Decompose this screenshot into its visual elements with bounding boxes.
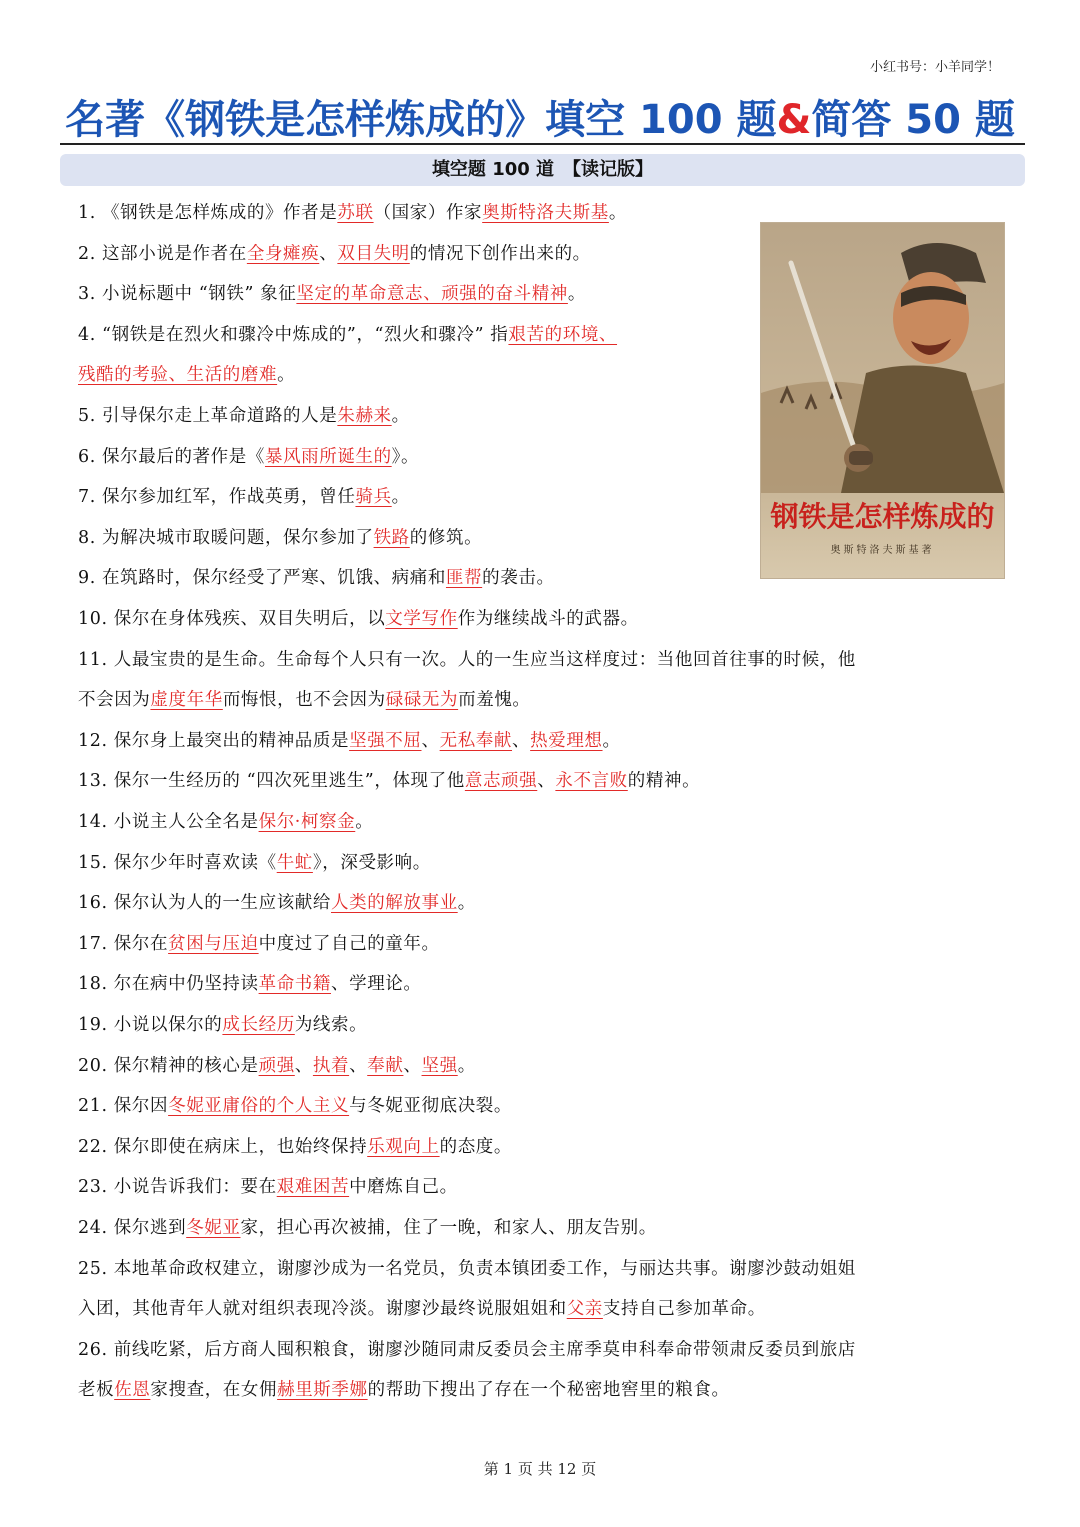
title-divider (60, 143, 1025, 145)
question-text: 入团，其他青年人就对组织表现冷淡。谢廖沙最终说服姐姐和 (78, 1299, 567, 1320)
question-text: 。 (567, 284, 586, 305)
question-line (78, 1370, 1008, 1411)
question-text: 16. 保尔认为人的一生应该献给 (78, 893, 331, 914)
question-text: 17. 保尔在 (78, 933, 169, 954)
question-text: 的精神。 (627, 771, 701, 792)
question-line (78, 883, 1008, 924)
question-line (78, 437, 748, 478)
answer-text: 冬妮亚庸俗的个人主义 (168, 1096, 350, 1117)
question-text: 家，担心再次被捕，住了一晚，和家人、朋友告别。 (240, 1218, 657, 1238)
question-text: 12. 保尔身上最突出的精神品质是 (78, 730, 350, 751)
question-line (78, 1005, 1008, 1046)
question-text: 。 (608, 203, 627, 223)
question-text: 的情况下创作出来的。 (409, 243, 591, 264)
question-text: 中度过了自己的童年。 (258, 933, 440, 954)
question-line (78, 193, 748, 234)
question-text: 20. 保尔精神的核心是 (78, 1055, 259, 1076)
question-text: 》，深受影响。 (312, 852, 431, 873)
question-text: 。 (355, 812, 374, 832)
answer-text: 保尔·柯察金 (258, 812, 356, 832)
question-text: 不会因为 (78, 690, 151, 711)
question-text: 。 (391, 487, 410, 508)
question-line (78, 924, 1008, 965)
question-line (78, 680, 1008, 721)
answer-text: 坚强不屈 (349, 730, 422, 751)
answer-text: 文学写作 (385, 609, 458, 629)
question-line (78, 761, 1008, 802)
section-header: 填空题 100 道 【读记版】 (60, 154, 1025, 186)
question-line (78, 274, 748, 315)
answer-text: 碌碌无为 (385, 690, 459, 711)
answer-text: 父亲 (566, 1299, 603, 1320)
question-line (78, 964, 1008, 1005)
question-line (78, 1167, 1008, 1208)
question-text: 26. 前线吃紧，后方商人囤积粮食，谢廖沙随同肃反委员会主席季莫申科奉命带领肃反委员到旅店 (78, 1339, 856, 1360)
question-text: （国家）作家 (373, 203, 483, 223)
question-line (78, 1208, 1008, 1249)
answer-text: 奥斯特洛夫斯基 (482, 203, 609, 223)
answer-text: 乐观向上 (367, 1136, 440, 1157)
question-text: 而羞愧。 (458, 690, 531, 711)
question-text: 老板 (78, 1380, 115, 1401)
question-text: 1. 《钢铁是怎样炼成的》作者是 (78, 203, 338, 223)
question-line (78, 1046, 1008, 1087)
question-text: 4. “钢铁是在烈火和骤冷中炼成的”，“烈火和骤冷” 指 (78, 324, 509, 345)
question-line (78, 802, 1008, 843)
question-line (78, 1330, 1008, 1371)
question-text: 24. 保尔逃到 (78, 1218, 187, 1238)
question-text: 。 (391, 406, 410, 426)
page-title (0, 88, 1080, 145)
page-number: 第 1 页 共 12 页 (483, 1460, 597, 1478)
question-line (78, 315, 748, 356)
answer-text: 暴风雨所诞生的 (264, 446, 392, 467)
answer-text: 铁路 (373, 527, 410, 548)
question-line (78, 558, 748, 599)
question-line (78, 477, 748, 518)
answer-text: 虚度年华 (150, 690, 223, 711)
question-text: 6. 保尔最后的著作是《 (78, 446, 265, 467)
account-note: 小红书号：小羊同学！ (869, 60, 1000, 75)
question-text: 、 (421, 730, 440, 751)
question-text: 的袭击。 (482, 568, 555, 589)
answer-text: 无私奉献 (439, 730, 513, 751)
title-part-2: 简答 50 题 (811, 97, 1015, 143)
answer-text: 艰苦的环境、 (508, 324, 618, 345)
question-line (78, 1127, 1008, 1168)
question-text: 作为继续战斗的武器。 (457, 609, 639, 629)
answer-text: 奉献 (367, 1055, 404, 1076)
question-text: 。 (457, 1055, 476, 1076)
question-text: 23. 小说告诉我们：要在 (78, 1177, 277, 1198)
question-text: 9. 在筑路时，保尔经受了严寒、饥饿、病痛和 (78, 568, 446, 589)
question-text: 22. 保尔即使在病床上，也始终保持 (78, 1136, 368, 1157)
answer-text: 成长经历 (222, 1015, 295, 1035)
question-text: 11. 人最宝贵的是生命。生命每个人只有一次。人的一生应当这样度过：当他回首往事的时候，他 (78, 649, 856, 670)
question-text: 支持自己参加革命。 (602, 1299, 766, 1320)
answer-text: 艰难困苦 (276, 1177, 350, 1198)
cover-title: 钢铁是怎样炼成的 (770, 500, 995, 533)
question-text: 、 (403, 1055, 422, 1076)
question-line (78, 1289, 1008, 1330)
answer-text: 永不言败 (555, 771, 628, 792)
question-line (78, 1086, 1008, 1127)
question-text: 、 (537, 771, 556, 792)
question-text: 。 (277, 365, 296, 386)
answer-text: 执着 (312, 1055, 350, 1076)
question-text: 的帮助下搜出了存在一个秘密地窖里的粮食。 (367, 1380, 730, 1401)
question-line (78, 234, 748, 275)
question-text: 19. 小说以保尔的 (78, 1015, 223, 1035)
question-text: 、 (294, 1055, 313, 1076)
title-ampersand: & (776, 97, 812, 143)
answer-text: 坚定的革命意志、顽强的奋斗精神 (296, 284, 568, 305)
question-line (78, 518, 748, 559)
answer-text: 赫里斯季娜 (277, 1380, 368, 1401)
question-text: 为线索。 (294, 1015, 368, 1035)
question-text: 、学理论。 (331, 974, 422, 995)
answer-text: 冬妮亚 (186, 1218, 241, 1238)
question-text: 》。 (391, 446, 420, 467)
question-text: 。 (457, 893, 476, 914)
answer-text: 佐恩 (114, 1380, 151, 1401)
question-line (78, 355, 748, 396)
question-text: 15. 保尔少年时喜欢读《 (78, 852, 277, 873)
question-text: 18. 尔在病中仍坚持读 (78, 974, 259, 995)
question-line (78, 396, 748, 437)
answer-text: 苏联 (337, 203, 374, 223)
answer-text: 全身瘫痪 (246, 243, 320, 264)
question-text: 5. 引导保尔走上革命道路的人是 (78, 406, 338, 426)
answer-text: 骑兵 (355, 487, 392, 508)
answer-text: 顽强 (258, 1055, 295, 1076)
question-text: 中磨炼自己。 (349, 1177, 458, 1198)
question-text: 、 (512, 730, 531, 751)
question-line (78, 1249, 1008, 1290)
question-line (78, 599, 748, 640)
book-cover-image (760, 222, 1005, 579)
question-text: 、 (349, 1055, 368, 1076)
question-text: 。 (602, 730, 621, 751)
answer-text: 人类的解放事业 (331, 893, 458, 914)
question-text: 的态度。 (439, 1136, 513, 1157)
answer-text: 革命书籍 (258, 974, 331, 995)
question-text: 10. 保尔在身体残疾、双目失明后，以 (78, 609, 386, 629)
answer-text: 坚强 (421, 1055, 458, 1076)
answer-text: 朱赫来 (337, 406, 392, 426)
question-text: 21. 保尔因 (78, 1096, 169, 1117)
question-text: 7. 保尔参加红军，作战英勇，曾任 (78, 487, 356, 508)
question-text: 14. 小说主人公全名是 (78, 812, 259, 832)
question-text: 、 (319, 243, 338, 264)
answer-text: 意志顽强 (464, 771, 538, 792)
question-line (78, 843, 1008, 884)
answer-text: 双目失明 (337, 243, 410, 264)
question-text: 2. 这部小说是作者在 (78, 243, 247, 264)
title-part-1: 名著《钢铁是怎样炼成的》填空 100 题 (65, 97, 777, 143)
question-text: 与冬妮亚彻底决裂。 (349, 1096, 512, 1117)
question-text: 25. 本地革命政权建立，谢廖沙成为一名党员，负责本镇团委工作，与丽达共事。谢廖沙鼓动姐姐 (78, 1258, 856, 1279)
question-text: 8. 为解决城市取暖问题，保尔参加了 (78, 527, 374, 548)
question-text: 3. 小说标题中 “钢铁” 象征 (78, 284, 297, 305)
question-line (78, 721, 1008, 762)
question-line (78, 640, 1008, 681)
cover-author: 奥斯特洛夫斯基著 (830, 545, 935, 556)
question-text: 的修筑。 (409, 527, 483, 548)
answer-text: 匪帮 (445, 568, 483, 589)
answer-text: 热爱理想 (530, 730, 603, 751)
answer-text: 牛虻 (276, 852, 313, 873)
answer-text: 贫困与压迫 (168, 933, 259, 954)
soldier-illustration (761, 223, 1004, 493)
question-text: 家搜查，在女佣 (150, 1380, 278, 1401)
question-text: 13. 保尔一生经历的 “四次死里逃生”，体现了他 (78, 771, 465, 792)
question-text: 而悔恨，也不会因为 (222, 690, 386, 711)
answer-text: 残酷的考验、生活的磨难 (78, 365, 278, 386)
